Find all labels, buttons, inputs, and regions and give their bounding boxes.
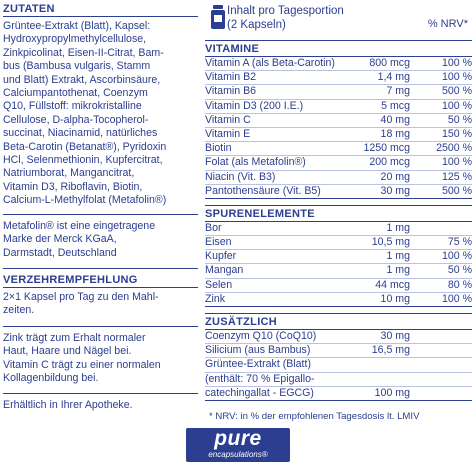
availability-note: Erhältlich in Ihrer Apotheke. <box>3 399 133 412</box>
nutrient-amount: 800 mcg <box>369 57 410 69</box>
nutrient-amount: 10 mg <box>380 292 410 305</box>
ingredients-text <box>3 20 198 208</box>
vitamins-rows <box>205 57 472 199</box>
text-line: Beta-Carotin (Betanat®), Pyridoxin <box>3 140 167 153</box>
table-row <box>205 330 472 344</box>
table-row <box>205 373 472 387</box>
serving-label <box>227 4 344 32</box>
dosage-text <box>3 291 198 318</box>
dosage-title: VERZEHREMPFEHLUNG <box>3 274 198 288</box>
nutrient-name: Grüntee-Extrakt (Blatt) <box>205 358 311 371</box>
nutrient-name: Folat (als Metafolin®) <box>205 156 306 169</box>
divider <box>3 214 198 215</box>
nutrient-name: Vitamin E <box>205 127 251 140</box>
text-line: und Blatt) Extrakt, Ascorbinsäure, <box>3 73 161 86</box>
trace-elements-title: SPURENELEMENTE <box>205 205 472 222</box>
text-line: succinat, Niacinamid, natürliches <box>3 127 158 140</box>
table-row <box>205 236 472 250</box>
table-row <box>205 85 472 99</box>
table-row <box>205 100 472 114</box>
nrv-column-header: % NRV* <box>427 18 468 30</box>
nutrient-amount: 5 mcg <box>381 99 410 112</box>
table-row <box>205 128 472 142</box>
table-row <box>205 71 472 85</box>
table-row <box>205 264 472 278</box>
text-line: Q10, Füllstoff: mikrokristalline <box>3 100 142 113</box>
text-line: HCl, Selenmethionin, Kupfercitrat, <box>3 154 163 167</box>
nutrient-amount: 10,5 mg <box>371 236 410 249</box>
brand-logo-sub: encapsulations® <box>208 450 268 459</box>
text-line: Haut, Haare und Nägel bei. <box>3 345 132 358</box>
nutrient-name: catechingallat - EGCG) <box>205 386 314 399</box>
table-row <box>205 222 472 236</box>
nutrient-name: Silicium (aus Bambus) <box>205 344 311 357</box>
nutrient-name: Bor <box>205 221 222 234</box>
nutrient-nrv: 125 % <box>441 170 472 183</box>
nutrient-amount: 30 mg <box>380 184 410 197</box>
nutrient-nrv: 100 % <box>441 71 472 84</box>
additional-title: ZUSÄTZLICH <box>205 313 472 330</box>
text-line: Vitamin D3, Riboflavin, Biotin, <box>3 180 143 193</box>
left-column <box>3 3 198 413</box>
text-line: Calciumpantothenat, Coenzym <box>3 87 148 100</box>
text-line: Grüntee-Extrakt (Blatt), Kapsel: <box>3 20 151 32</box>
nutrient-amount: 1 mg <box>386 221 410 234</box>
nutrient-name: Vitamin B2 <box>205 71 257 84</box>
nutrient-nrv: 50 % <box>447 113 472 126</box>
text-line: Zink trägt zum Erhalt normaler <box>3 331 146 344</box>
nutrient-nrv: 2500 % <box>436 142 472 155</box>
brand-logo <box>186 428 290 462</box>
trace-elements-rows <box>205 222 472 307</box>
serving-label-line2: (2 Kapseln) <box>227 19 286 31</box>
ingredients-title: ZUTATEN <box>3 3 198 17</box>
nutrient-amount: 200 mcg <box>369 156 410 169</box>
trademark-note <box>3 220 198 260</box>
brand-logo-main: pure <box>214 427 262 450</box>
nutrient-amount: 1,4 mg <box>377 71 410 84</box>
nutrient-name: Niacin (Vit. B3) <box>205 170 276 183</box>
nutrient-nrv: 50 % <box>447 264 472 277</box>
nutrient-name: (enthält: 70 % Epigallo- <box>205 372 315 385</box>
nutrient-name: Vitamin A (als Beta-Carotin) <box>205 57 335 69</box>
nutrient-nrv: 500 % <box>441 85 472 98</box>
text-line: zeiten. <box>3 304 35 317</box>
nutrient-amount: 18 mg <box>380 127 410 140</box>
text-line: Natriumborat, Mangancitrat, <box>3 167 135 180</box>
nutrient-amount <box>340 358 410 371</box>
nutrient-name: Selen <box>205 278 233 291</box>
table-row <box>205 57 472 71</box>
divider <box>3 393 198 394</box>
nutrient-nrv <box>410 358 472 371</box>
table-row <box>205 114 472 128</box>
nrv-footnote: * NRV: in % der empfohlenen Tagesdosis lt. LMIV <box>209 410 420 422</box>
health-claims <box>3 332 198 386</box>
text-line: Metafolin® ist eine eingetragene <box>3 219 156 232</box>
nutrient-amount: 44 mcg <box>375 278 410 291</box>
table-header <box>205 3 472 37</box>
nutrient-name: Pantothensäure (Vit. B5) <box>205 184 321 197</box>
nutrient-amount: 30 mg <box>380 330 410 342</box>
nutrient-nrv: 100 % <box>441 250 472 263</box>
nutrient-amount: 100 mg <box>374 386 410 399</box>
table-row <box>205 185 472 198</box>
nutrient-name: Eisen <box>205 236 232 249</box>
text-line: Hydroxypropylmethylcellulose, <box>3 33 147 46</box>
nutrient-nrv <box>410 344 472 357</box>
text-line: 2×1 Kapsel pro Tag zu den Mahl- <box>3 290 159 303</box>
nutrient-nrv: 100 % <box>441 156 472 169</box>
nutrient-amount <box>340 373 410 386</box>
nutrient-nrv: 100 % <box>441 57 472 69</box>
nutrient-amount: 16,5 mg <box>371 344 410 357</box>
capsule-jar-icon <box>211 5 225 29</box>
text-line: Calcium-L-Methylfolat (Metafolin®) <box>3 194 167 207</box>
nutrient-nrv <box>410 373 472 386</box>
nutrient-nrv <box>410 387 472 400</box>
table-row <box>205 250 472 264</box>
divider <box>3 326 198 327</box>
nutrient-name: Vitamin D3 (200 I.E.) <box>205 99 304 112</box>
text-line: Vitamin C trägt zu einer normalen <box>3 358 161 371</box>
additional-rows <box>205 330 472 401</box>
nutrient-amount: 40 mg <box>380 113 410 126</box>
nutrient-nrv <box>410 330 472 343</box>
nutrient-amount: 20 mg <box>380 170 410 183</box>
text-line: Zinkpicolinat, Eisen-II-Citrat, Bam- <box>3 46 164 59</box>
nutrient-amount: 1 mg <box>386 250 410 263</box>
nutrient-name: Biotin <box>205 142 232 155</box>
nutrient-name: Vitamin C <box>205 113 251 126</box>
nutrient-nrv <box>410 222 472 235</box>
table-row <box>205 387 472 400</box>
nutrient-name: Vitamin B6 <box>205 85 257 98</box>
text-line: bus (Bambusa vulgaris, Stamm <box>3 60 151 73</box>
nutrient-nrv: 100 % <box>441 292 472 305</box>
nutrient-nrv: 150 % <box>441 127 472 140</box>
serving-label-line1: Inhalt pro Tagesportion <box>227 5 344 17</box>
nutrition-table <box>205 3 472 422</box>
vitamins-title: VITAMINE <box>205 40 472 57</box>
nutrient-nrv: 500 % <box>441 184 472 197</box>
table-row <box>205 358 472 372</box>
table-row <box>205 142 472 156</box>
nutrient-nrv: 75 % <box>447 236 472 249</box>
table-row <box>205 156 472 170</box>
table-row <box>205 171 472 185</box>
table-row <box>205 279 472 293</box>
nutrient-amount: 1250 mcg <box>363 142 410 155</box>
nutrient-amount: 1 mg <box>386 264 410 277</box>
table-row <box>205 293 472 306</box>
table-row <box>205 344 472 358</box>
nutrient-name: Mangan <box>205 264 244 277</box>
nutrient-amount: 7 mg <box>386 85 410 98</box>
text-line: Cellulose, D-alpha-Tocopherol- <box>3 113 149 126</box>
text-line: Darmstadt, Deutschland <box>3 246 117 259</box>
nutrient-nrv: 80 % <box>447 278 472 291</box>
divider <box>3 268 198 269</box>
nutrient-name: Coenzym Q10 (CoQ10) <box>205 330 317 342</box>
nutrient-name: Kupfer <box>205 250 237 263</box>
text-line: Kollagenbildung bei. <box>3 371 99 384</box>
text-line: Marke der Merck KGaA, <box>3 233 117 246</box>
nutrient-name: Zink <box>205 292 226 305</box>
nutrient-nrv: 100 % <box>441 99 472 112</box>
